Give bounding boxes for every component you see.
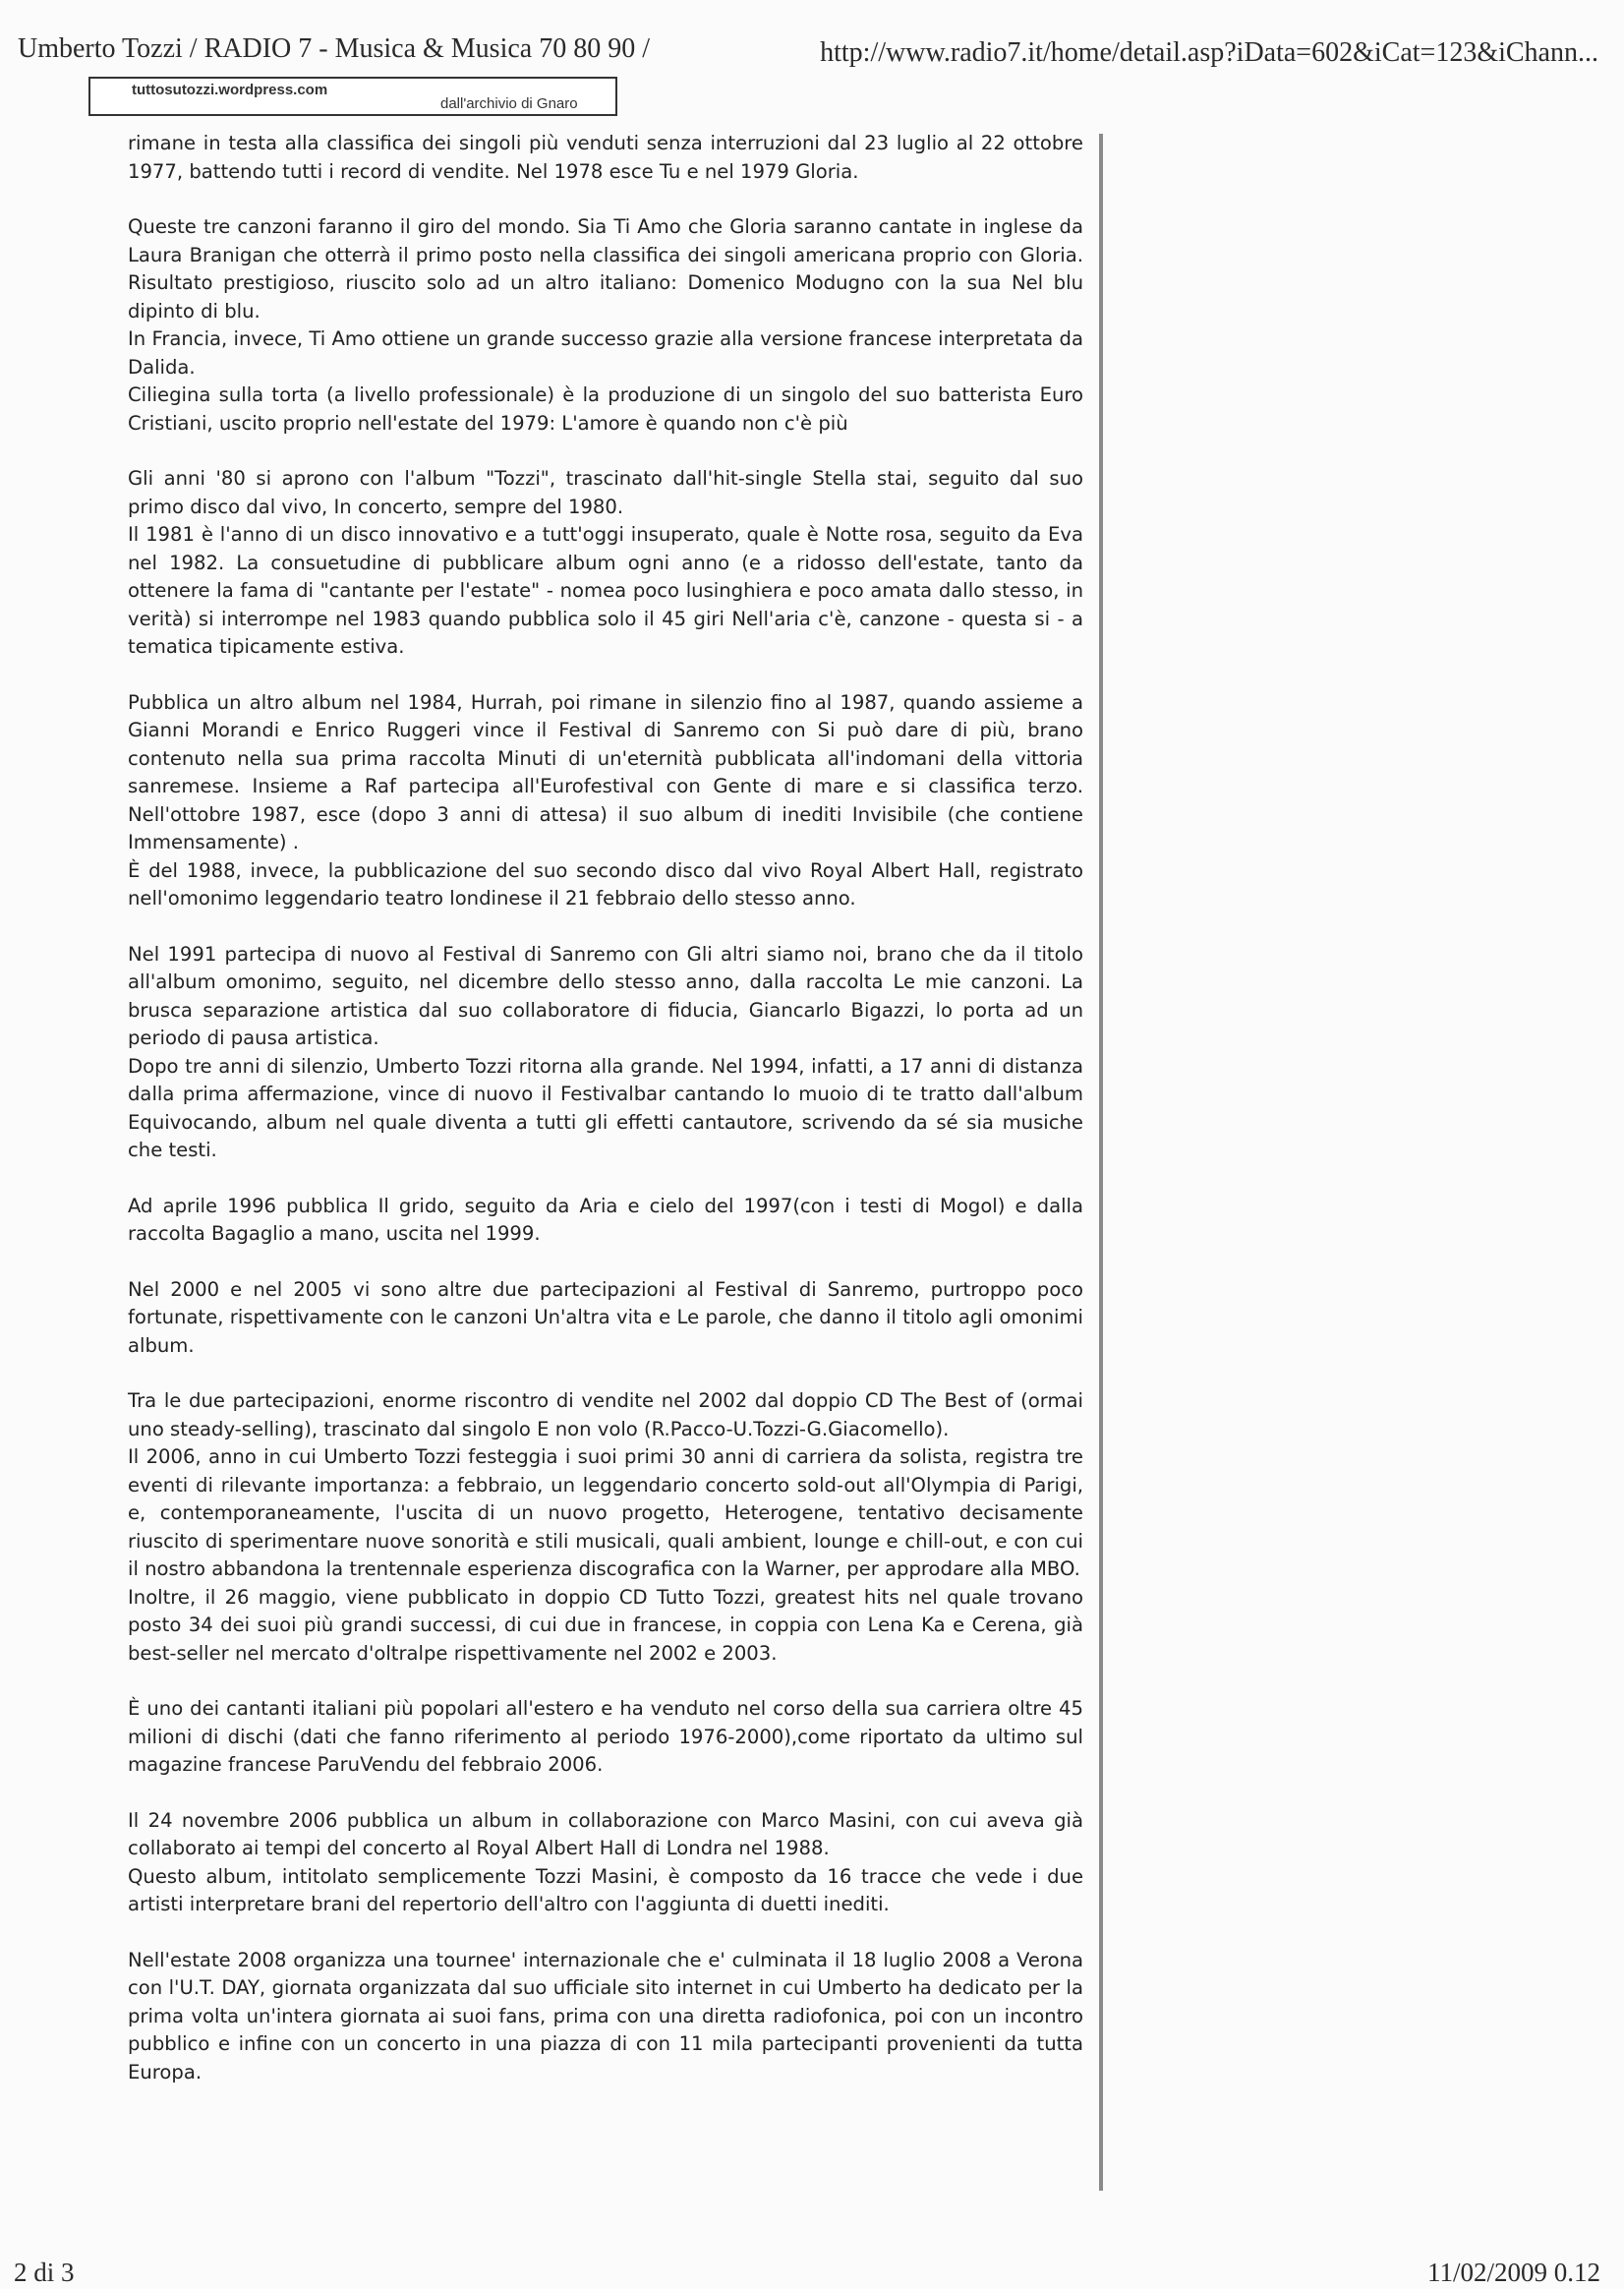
article-body: [128, 130, 1083, 2086]
paragraph-text: Dopo tre anni di silenzio, Umberto Tozzi ritorna alla grande. Nel 1994, infatti, a 17 anni di distanza dalla prima affermazione, vince di nuovo il Festivalbar cantando Io muoio di te tratto dall'album Equivocando, album nel quale diventa a tutti gli effetti cantautore, scrivendo da sé sia musiche che testi.: [128, 1054, 1083, 1161]
vertical-rule: [1099, 134, 1103, 2191]
stamp-site: tuttosutozzi.wordpress.com: [132, 82, 328, 98]
paragraph-text: Il 2006, anno in cui Umberto Tozzi festeggia i suoi primi 30 anni di carriera da solista, registra tre eventi di rilevante importanza: a febbraio, un leggendario concerto sold-out all'Olympia di Parigi, e, contemporaneamente, l'uscita di un nuovo progetto, Heterogene, tentativo decisamente riuscito di sperimentare nuove sonorità e stili musicali, quali ambient, lounge e chill-out, e con cui il nostro abbandona la trentennale esperienza discografica con la Warner, per approdare alla MBO.: [128, 1445, 1083, 1580]
paragraph: [128, 1807, 1083, 1919]
paragraph-text: Pubblica un altro album nel 1984, Hurrah, poi rimane in silenzio fino al 1987, quando assieme a Gianni Morandi e Enrico Ruggeri vince il Festival di Sanremo con Si può dare di più, brano contenuto nella sua prima raccolta Minuti di un'eternità pubblicata all'indomani della vittoria sanremese. Insieme a Raf partecipa all'Eurofestival con Gente di mare e si classifica terzo. Nell'ottobre 1987, esce (dopo 3 anni di attesa) il suo album di inediti Invisibile (che contiene Immensamente) .: [128, 690, 1083, 853]
print-datetime: 11/02/2009 0.12: [1426, 2258, 1600, 2287]
page-header-title: Umberto Tozzi / RADIO 7 - Musica & Musica 70 80 90 /: [18, 33, 650, 64]
paragraph-text: Queste tre canzoni faranno il giro del mondo. Sia Ti Amo che Gloria saranno cantate in inglese da Laura Branigan che otterrà il primo posto nella classifica dei singoli americana proprio con Gloria. Risultato prestigioso, riuscito solo ad un altro italiano: Domenico Modugno con la sua Nel blu dipinto di blu.: [128, 215, 1083, 323]
stamp-archive: dall'archivio di Gnaro: [440, 95, 578, 112]
paragraph-text: In Francia, invece, Ti Amo ottiene un grande successo grazie alla versione francese interpretata da Dalida.: [128, 327, 1083, 379]
paragraph: [128, 1695, 1083, 1780]
paragraph: [128, 1276, 1083, 1361]
archive-stamp: [88, 77, 617, 116]
paragraph: [128, 1193, 1083, 1249]
paragraph-text: È del 1988, invece, la pubblicazione del suo secondo disco dal vivo Royal Albert Hall, registrato nell'omonimo leggendario teatro londinese il 21 febbraio dello stesso anno.: [128, 858, 1083, 910]
paragraph-text: Nel 1991 partecipa di nuovo al Festival di Sanremo con Gli altri siamo noi, brano che da il titolo all'album omonimo, seguito, nel dicembre dello stesso anno, dalla raccolta Le mie canzoni. La brusca separazione artistica dal suo collaboratore di fiducia, Giancarlo Bigazzi, lo porta ad un periodo di pausa artistica.: [128, 942, 1083, 1049]
paragraph-text: Il 1981 è l'anno di un disco innovativo e a tutt'oggi insuperato, quale è Notte rosa, seguito da Eva nel 1982. La consuetudine di pubblicare album ogni anno (e a ridosso dell'estate, tanto da ottenere la fama di "cantante per l'estate" - nomea poco lusinghiera e poco amata dallo stesso, in verità) si interrompe nel 1983 quando pubblica solo il 45 giri Nell'aria c'è, canzone - questa si - a tematica tipicamente estiva.: [128, 523, 1083, 658]
paragraph-text: Nel 2000 e nel 2005 vi sono altre due partecipazioni al Festival di Sanremo, purtroppo poco fortunate, rispettivamente con le canzoni Un'altra vita e Le parole, che danno il titolo agli omonimi album.: [128, 1277, 1083, 1357]
paragraph-text: Gli anni '80 si aprono con l'album "Tozzi", trascinato dall'hit-single Stella stai, seguito dal suo primo disco dal vivo, In concerto, sempre del 1980.: [128, 467, 1083, 518]
paragraph-text: rimane in testa alla classifica dei singoli più venduti senza interruzioni dal 23 luglio al 22 ottobre 1977, battendo tutti i record di vendite. Nel 1978 esce Tu e nel 1979 Gloria.: [128, 132, 1083, 183]
page-header-url[interactable]: http://www.radio7.it/home/detail.asp?iData=602&iCat=123&iChann...: [820, 37, 1598, 68]
page-number: 2 di 3: [14, 2258, 75, 2287]
paragraph: [128, 1947, 1083, 2087]
paragraph-text: Ad aprile 1996 pubblica Il grido, seguito da Aria e cielo del 1997(con i testi di Mogol) e dalla raccolta Bagaglio a mano, uscita nel 1999.: [128, 1194, 1083, 1245]
paragraph: [128, 941, 1083, 1165]
paragraph: [128, 130, 1083, 186]
paragraph-text: Tra le due partecipazioni, enorme riscontro di vendite nel 2002 dal doppio CD The Best of (ormai uno steady-selling), trascinato dal singolo E non volo (R.Pacco-U.Tozzi-G.Giacomello).: [128, 1389, 1083, 1440]
paragraph: [128, 1387, 1083, 1668]
paragraph-text: Nell'estate 2008 organizza una tournee' internazionale che e' culminata il 18 luglio 2008 a Verona con l'U.T. DAY, giornata organizzata dal suo ufficiale sito internet in cui Umberto ha dedicato per la prima volta un'intera giornata ai suoi fans, prima con una diretta radiofonica, poi con un incontro pubblico e infine con un concerto in una piazza di con 11 mila partecipanti provenienti da tutta Europa.: [128, 1948, 1083, 2084]
paragraph: [128, 213, 1083, 438]
paragraph-text: È uno dei cantanti italiani più popolari all'estero e ha venduto nel corso della sua carriera oltre 45 milioni di dischi (dati che fanno riferimento al periodo 1976-2000),come riportato da ultimo sul magazine francese ParuVendu del febbraio 2006.: [128, 1697, 1083, 1776]
paragraph: [128, 465, 1083, 662]
paragraph-text: Ciliegina sulla torta (a livello professionale) è la produzione di un singolo del suo batterista Euro Cristiani, uscito proprio nell'estate del 1979: L'amore è quando non c'è più: [128, 383, 1083, 435]
paragraph-text: Il 24 novembre 2006 pubblica un album in collaborazione con Marco Masini, con cui aveva già collaborato ai tempi del concerto al Royal Albert Hall di Londra nel 1988.: [128, 1808, 1083, 1859]
paragraph: [128, 689, 1083, 913]
paragraph-text: Inoltre, il 26 maggio, viene pubblicato in doppio CD Tutto Tozzi, greatest hits nel quale trovano posto 34 dei suoi più grandi successi, di cui due in francese, in coppia con Lena Ka e Cerena, già best-seller nel mercato d'oltralpe rispettivamente nel 2002 e 2003.: [128, 1585, 1083, 1665]
paragraph-text: Questo album, intitolato semplicemente Tozzi Masini, è composto da 16 tracce che vede i due artisti interpretare brani del repertorio dell'altro con l'aggiunta di duetti inediti.: [128, 1864, 1083, 1915]
